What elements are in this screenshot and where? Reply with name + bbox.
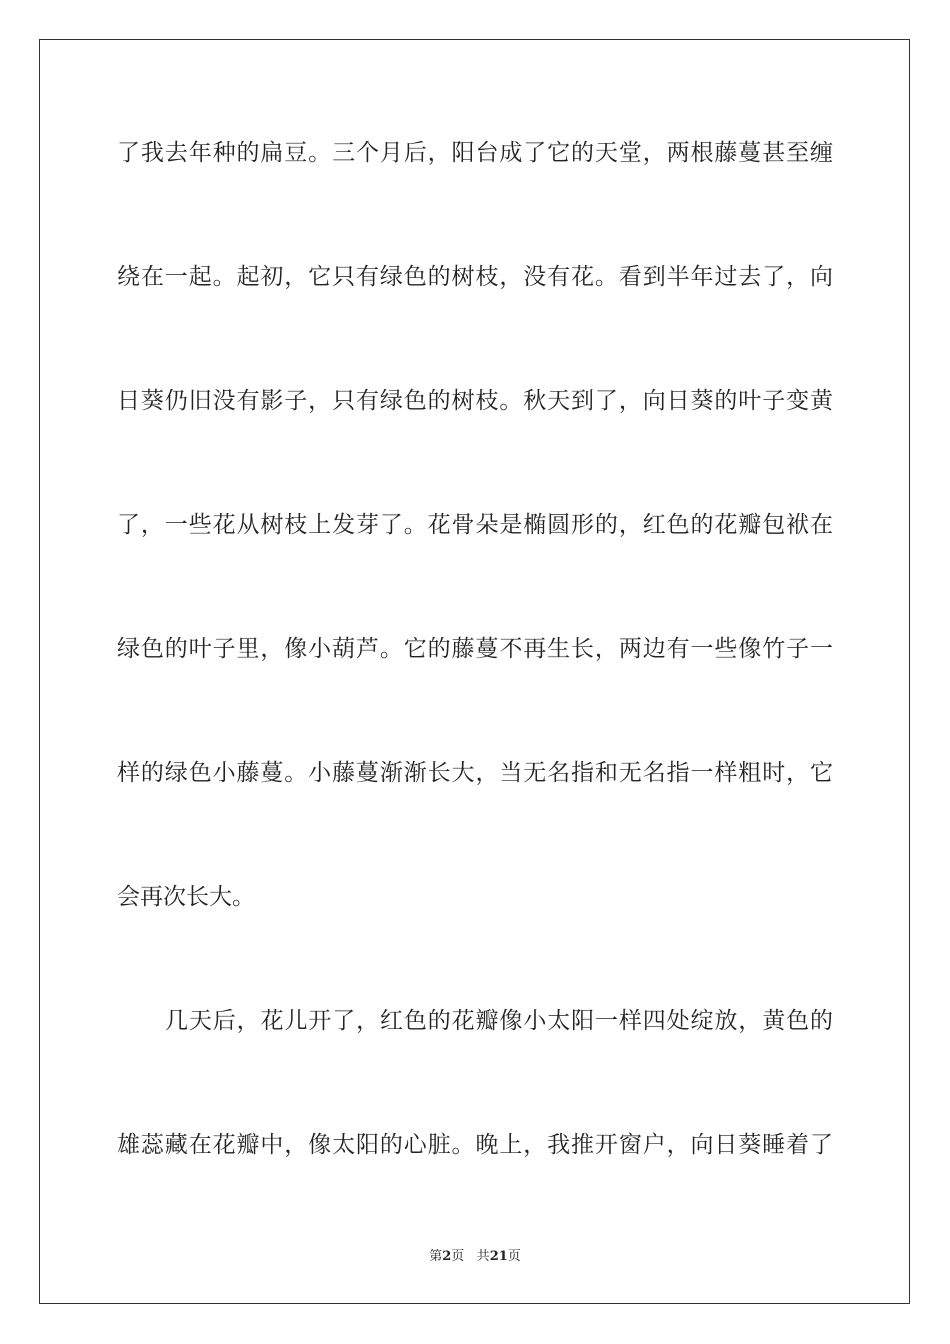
- paragraph-line: 了我去年种的扁豆。三个月后，阳台成了它的天堂，两根藤蔓甚至缠: [117, 140, 833, 166]
- paragraph-line: 绕在一起。起初，它只有绿色的树枝，没有花。看到半年过去了，向: [117, 264, 833, 290]
- page-number: 2: [442, 1249, 452, 1264]
- page-suffix: 页: [451, 1249, 465, 1264]
- total-suffix: 页: [507, 1249, 521, 1264]
- paragraph-line: 日葵仍旧没有影子，只有绿色的树枝。秋天到了，向日葵的叶子变黄: [117, 388, 833, 414]
- total-pages: 21: [489, 1249, 508, 1264]
- page-prefix: 第: [429, 1249, 443, 1264]
- page-border: [39, 39, 910, 1304]
- paragraph-line: 几天后，花儿开了，红色的花瓣像小太阳一样四处绽放，黄色的: [165, 1008, 833, 1034]
- paragraph-line: 绿色的叶子里，像小葫芦。它的藤蔓不再生长，两边有一些像竹子一: [117, 636, 833, 662]
- total-prefix: 共: [476, 1249, 490, 1264]
- page-footer: [0, 1248, 950, 1266]
- paragraph-line: 了，一些花从树枝上发芽了。花骨朵是椭圆形的，红色的花瓣包袱在: [117, 512, 833, 538]
- paragraph-line: 会再次长大。: [117, 884, 255, 910]
- paragraph-line: 雄蕊藏在花瓣中，像太阳的心脏。晚上，我推开窗户，向日葵睡着了: [117, 1132, 833, 1158]
- paragraph-line: 样的绿色小藤蔓。小藤蔓渐渐长大，当无名指和无名指一样粗时，它: [117, 760, 833, 786]
